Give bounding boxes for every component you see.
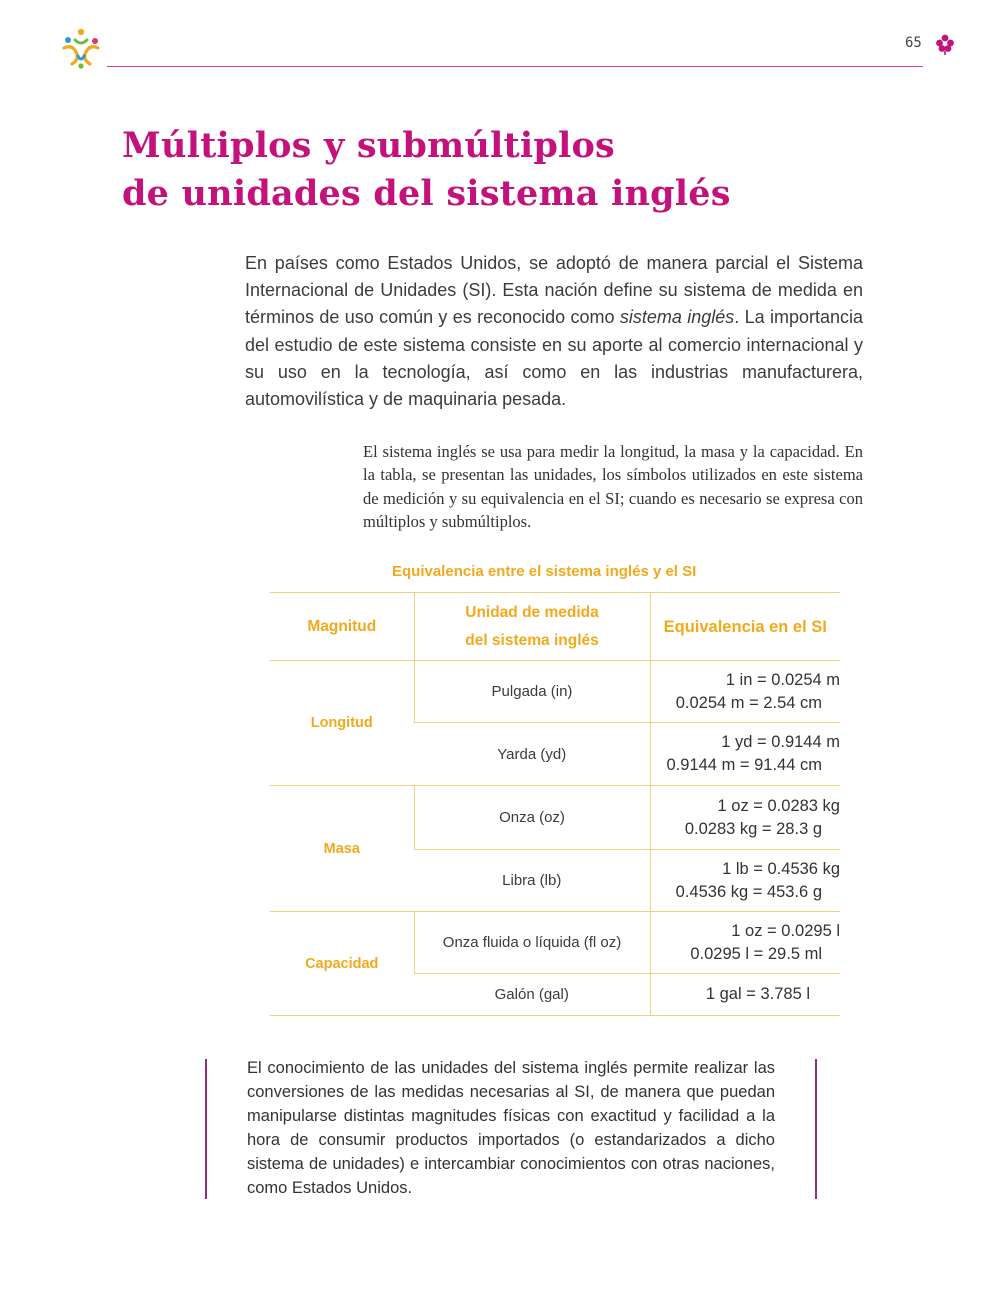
equivalence-line: 0.0283 kg = 28.3 g (684, 819, 822, 838)
equivalence-cell (650, 974, 840, 1016)
equivalence-line: 0.0254 m = 2.54 cm (675, 693, 822, 712)
equivalence-cell (650, 786, 840, 850)
header-magnitude: Magnitud (270, 593, 414, 661)
equivalence-line: 1 lb = 0.4536 kg (722, 859, 840, 878)
closing-paragraph: El conocimiento de las unidades del sistema inglés permite realizar las conversiones de las medidas necesarias al SI, de manera que puedan manipularse distintas magnitudes físicas con exactitud y facilidad a la hora de consumir productos importados (o estandarizados a dicho sistema de unidades) e intercambiar conocimientos con otras naciones, como Estados Unidos. (247, 1059, 775, 1197)
header-unit-line-1: Unidad de medida (465, 603, 599, 621)
dancing-figures-logo-icon (58, 26, 104, 72)
flower-ornament-icon (934, 33, 956, 55)
equivalence-line: 1 oz = 0.0295 l (731, 921, 840, 940)
unit-cell: Onza fluida o líquida (fl oz) (414, 912, 650, 974)
equivalence-line: 0.9144 m = 91.44 cm (666, 756, 822, 774)
header-unit-line-2: del sistema inglés (465, 631, 599, 649)
unit-cell: Galón (gal) (414, 974, 650, 1016)
page-number: 65 (905, 35, 922, 51)
table-header-row (270, 593, 840, 661)
intro-paragraph (245, 250, 863, 413)
magnitude-cell: Capacidad (270, 912, 414, 1016)
header-rule (107, 66, 923, 67)
unit-cell: Libra (lb) (414, 850, 650, 912)
equivalence-cell (650, 850, 840, 912)
unit-cell: Yarda (yd) (414, 723, 650, 786)
page-title (122, 122, 882, 218)
table-row (270, 661, 840, 723)
page-title-line-2: de unidades del sistema inglés (122, 173, 731, 214)
unit-cell: Onza (oz) (414, 786, 650, 850)
equivalence-cell (650, 912, 840, 974)
closing-left-bar (205, 1059, 207, 1199)
page-title-line-1: Múltiplos y submúltiplos (122, 125, 615, 166)
intro-text-start: En países como Estados Unidos, se adoptó de manera parcial el Sistema Internacional de Unidades (SI). Esta nación define su sistema de medida en términos de uso común y es reconocido como (245, 253, 863, 328)
table-row (270, 912, 840, 974)
equivalence-line: 0.4536 kg = 453.6 g (675, 882, 822, 901)
table-row (270, 786, 840, 850)
intro-emphasis: sistema inglés (619, 307, 735, 328)
equivalence-line: 1 yd = 0.9144 m (721, 733, 840, 751)
magnitude-cell: Masa (270, 786, 414, 912)
header-equivalence: Equivalencia en el SI (650, 593, 840, 661)
closing-right-bar (815, 1059, 817, 1199)
equivalence-cell (650, 723, 840, 786)
equivalence-line: 1 gal = 3.785 l (705, 985, 810, 1003)
magnitude-cell: Longitud (270, 661, 414, 786)
table-caption: Equivalencia entre el sistema inglés y el SI (392, 563, 697, 580)
equivalence-cell (650, 661, 840, 723)
equivalence-table (270, 592, 840, 1016)
note-paragraph: El sistema inglés se usa para medir la longitud, la masa y la capacidad. En la tabla, se presentan las unidades, los símbolos utilizados en este sistema de medición y su equivalencia en el SI; cuando es necesario se expresa con múltiplos y submúltiplos. (363, 442, 863, 531)
unit-cell: Pulgada (in) (414, 661, 650, 723)
intro-text-end: . La importancia del estudio de este sistema consiste en su aporte al comercio internacional y su uso en la tecnología, así como en las industrias manufacturera, automovilística y de maquinaria pesada. (245, 307, 864, 410)
equivalence-line: 1 oz = 0.0283 kg (717, 796, 840, 815)
header-unit (414, 593, 650, 661)
equivalence-line: 1 in = 0.0254 m (725, 670, 840, 689)
equivalence-line: 0.0295 l = 29.5 ml (690, 944, 822, 963)
